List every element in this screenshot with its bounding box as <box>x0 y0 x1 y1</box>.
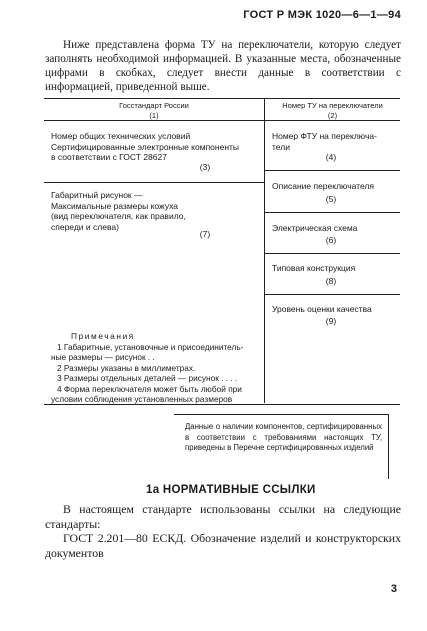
notes-title: Примечания <box>71 331 135 341</box>
left-cell-line: (вид переключателя, как правило, <box>51 211 186 221</box>
note-line: 4 Форма переключателя может быть любой при <box>57 383 242 394</box>
left-cell-line: спереди и слева) <box>51 221 119 232</box>
right-cell-divider <box>265 170 400 171</box>
right-cell-quality-num: (9) <box>325 316 337 326</box>
intro-paragraph: Ниже представлена форма ТУ на переключатели, которую следует заполнять необходимой информацией. В указанные места, обозначенные цифрами в скобках, следует внести данные в соответствии с информацией, приведенной выше. <box>45 39 401 93</box>
note-line: 2 Размеры указаны в миллиметрах. <box>57 362 196 373</box>
right-cell-ftu-number-num: (4) <box>325 152 337 162</box>
right-cell-description <box>272 181 398 192</box>
right-cell-quality <box>272 304 398 315</box>
left-cell-line: Габаритный рисунок — <box>51 190 143 200</box>
right-cell-line: Уровень оценки качества <box>272 304 372 314</box>
right-cell-description-num: (5) <box>325 194 337 204</box>
right-cell-ftu-number <box>272 131 398 152</box>
page-number: 3 <box>390 583 397 595</box>
left-cell-general-spec-num: (3) <box>199 162 211 172</box>
right-cell-divider <box>265 294 400 295</box>
right-cell-line: Типовая конструкция <box>272 263 356 273</box>
references-intro-paragraph: В настоящем стандарте использованы ссылки на следующие стандарты: <box>45 502 401 531</box>
standard-code: ГОСТ Р МЭК 1020—6—1—94 <box>243 9 401 21</box>
left-cell-general-spec <box>51 131 261 163</box>
column-header-right <box>265 101 400 121</box>
column-header-right-title: Номер ТУ на переключатели <box>282 101 383 110</box>
references-item-paragraph: ГОСТ 2.201—80 ЕСКД. Обозначение изделий и конструкторских документов <box>45 531 401 560</box>
certified-components-note: Данные о наличии компонентов, сертифицированных в соответствии с требованиями настоящих ТУ, приведены в Перечне сертифицированных изделий <box>185 422 382 452</box>
table-notes <box>51 331 263 405</box>
right-cell-divider <box>265 212 400 213</box>
right-cell-line: тели <box>272 141 290 152</box>
column-header-right-num: (2) <box>327 111 338 120</box>
right-cell-line: Номер ФТУ на переключа- <box>272 131 377 141</box>
left-cell-line: в соответствии с ГОСТ 28627 <box>51 152 167 162</box>
note-line: ные размеры — рисунок . . <box>51 352 155 362</box>
references-body <box>45 502 401 560</box>
note-line: 1 Габаритные, установочные и присоединитель- <box>57 341 244 352</box>
column-header-left-num: (1) <box>149 111 159 120</box>
right-cell-circuit <box>272 223 398 234</box>
right-cell-circuit-num: (6) <box>325 235 337 245</box>
left-cell-outline-drawing <box>51 190 261 232</box>
right-cell-line: Электрическая схема <box>272 223 358 233</box>
section-heading: 1а НОРМАТИВНЫЕ ССЫЛКИ <box>146 484 316 496</box>
left-cell-outline-drawing-num: (7) <box>199 229 211 239</box>
column-header-left <box>44 101 264 121</box>
right-cell-construction <box>272 263 398 274</box>
note-line: 3 Размеры отдельных деталей — рисунок . . . . <box>57 373 238 383</box>
left-cell-line: Номер общих технических условий <box>51 131 191 141</box>
column-header-left-title: Госстандарт России <box>119 101 189 110</box>
right-cell-line: Описание переключателя <box>272 181 374 191</box>
left-cell-line: Сертифицированные электронные компоненты <box>51 141 240 152</box>
left-cell-line: Максимальные размеры кожуха <box>51 200 178 211</box>
right-cell-divider <box>265 253 400 254</box>
table-column-divider <box>264 98 265 403</box>
note-line: условии соблюдения установленных размеров <box>51 394 233 404</box>
right-cell-construction-num: (8) <box>325 276 337 286</box>
left-cell-divider <box>44 182 264 183</box>
